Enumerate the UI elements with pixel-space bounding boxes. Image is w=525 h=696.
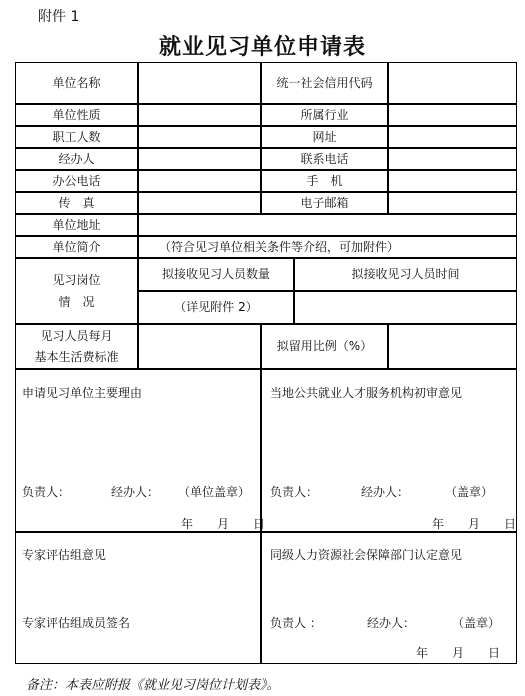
- label-unit-name: 单位名称: [15, 62, 138, 104]
- reason-handler: 经办人：: [111, 485, 160, 499]
- expert-signature: 专家评估组成员签名: [22, 616, 131, 630]
- label-intro: 单位简介: [15, 236, 138, 258]
- reason-date: 年 月 日: [181, 517, 266, 531]
- label-industry: 所属行业: [261, 104, 388, 126]
- field-website[interactable]: [388, 126, 517, 148]
- field-retention[interactable]: [388, 324, 517, 369]
- application-form-table: [15, 62, 517, 664]
- field-mobile[interactable]: [388, 170, 517, 192]
- service-handler: 经办人：: [361, 485, 410, 499]
- field-industry[interactable]: [388, 104, 517, 126]
- expert-opinion-title: 专家评估组意见: [22, 548, 107, 562]
- form-title: 就业见习单位申请表: [158, 35, 366, 60]
- annex-label: 附件 1: [38, 9, 80, 25]
- label-address: 单位地址: [15, 214, 138, 236]
- label-allowance-line2: 基本生活费标准: [34, 349, 119, 364]
- hr-handler: 经办人：: [367, 616, 416, 630]
- field-address[interactable]: [138, 214, 517, 236]
- hr-date: 年 月 日: [416, 646, 501, 660]
- field-contact-phone[interactable]: [388, 148, 517, 170]
- field-employees[interactable]: [138, 126, 261, 148]
- field-fax[interactable]: [138, 192, 261, 214]
- label-unit-nature: 单位性质: [15, 104, 138, 126]
- field-allowance[interactable]: [138, 324, 261, 369]
- label-website: 网址: [261, 126, 388, 148]
- hr-seal: （盖章）: [452, 616, 501, 630]
- field-unit-name[interactable]: [138, 62, 261, 104]
- label-fax: 传 真: [15, 192, 138, 214]
- field-credit-code[interactable]: [388, 62, 517, 104]
- label-email: 电子邮箱: [261, 192, 388, 214]
- field-office-phone[interactable]: [138, 170, 261, 192]
- field-planned-time[interactable]: [294, 291, 517, 324]
- label-office-phone: 办公电话: [15, 170, 138, 192]
- label-allowance: [15, 324, 138, 369]
- label-planned-count: 拟接收见习人员数量: [138, 258, 294, 291]
- label-handler: 经办人: [15, 148, 138, 170]
- field-handler[interactable]: [138, 148, 261, 170]
- field-intro[interactable]: （符合见习单位相关条件等介绍，可加附件）: [138, 236, 517, 258]
- reason-section[interactable]: [15, 369, 266, 532]
- label-retention: 拟留用比例（%）: [261, 324, 388, 369]
- label-allowance-line1: 见习人员每月: [40, 329, 113, 344]
- service-responsible: 负责人：: [270, 485, 319, 499]
- field-email[interactable]: [388, 192, 517, 214]
- service-seal: （盖章）: [445, 485, 494, 499]
- reason-unit-seal: （单位盖章）: [178, 485, 251, 499]
- label-credit-code: 统一社会信用代码: [261, 62, 388, 104]
- label-positions-line2: 情 况: [58, 295, 95, 309]
- label-positions-line1: 见习岗位: [52, 272, 101, 287]
- footer-note: 备注：本表应附报《就业见习岗位计划表》。: [26, 678, 280, 693]
- service-opinion-title: 当地公共就业人才服务机构初审意见: [270, 386, 463, 400]
- reason-title: 申请见习单位主要理由: [22, 386, 143, 400]
- hr-opinion-section[interactable]: [261, 532, 517, 664]
- hr-responsible: 负责人 ：: [270, 616, 322, 630]
- expert-opinion-section[interactable]: [15, 532, 261, 664]
- hr-opinion-title: 同级人力资源社会保障部门认定意见: [270, 548, 463, 562]
- label-see-annex: （详见附件 2）: [138, 291, 294, 324]
- label-positions: [15, 258, 138, 324]
- service-opinion-section[interactable]: [261, 369, 517, 532]
- label-contact-phone: 联系电话: [261, 148, 388, 170]
- label-planned-time: 拟接收见习人员时间: [294, 258, 517, 291]
- service-date: 年 月 日: [432, 517, 517, 531]
- reason-responsible: 负责人：: [22, 485, 71, 499]
- label-employees: 职工人数: [15, 126, 138, 148]
- label-mobile: 手 机: [261, 170, 388, 192]
- field-unit-nature[interactable]: [138, 104, 261, 126]
